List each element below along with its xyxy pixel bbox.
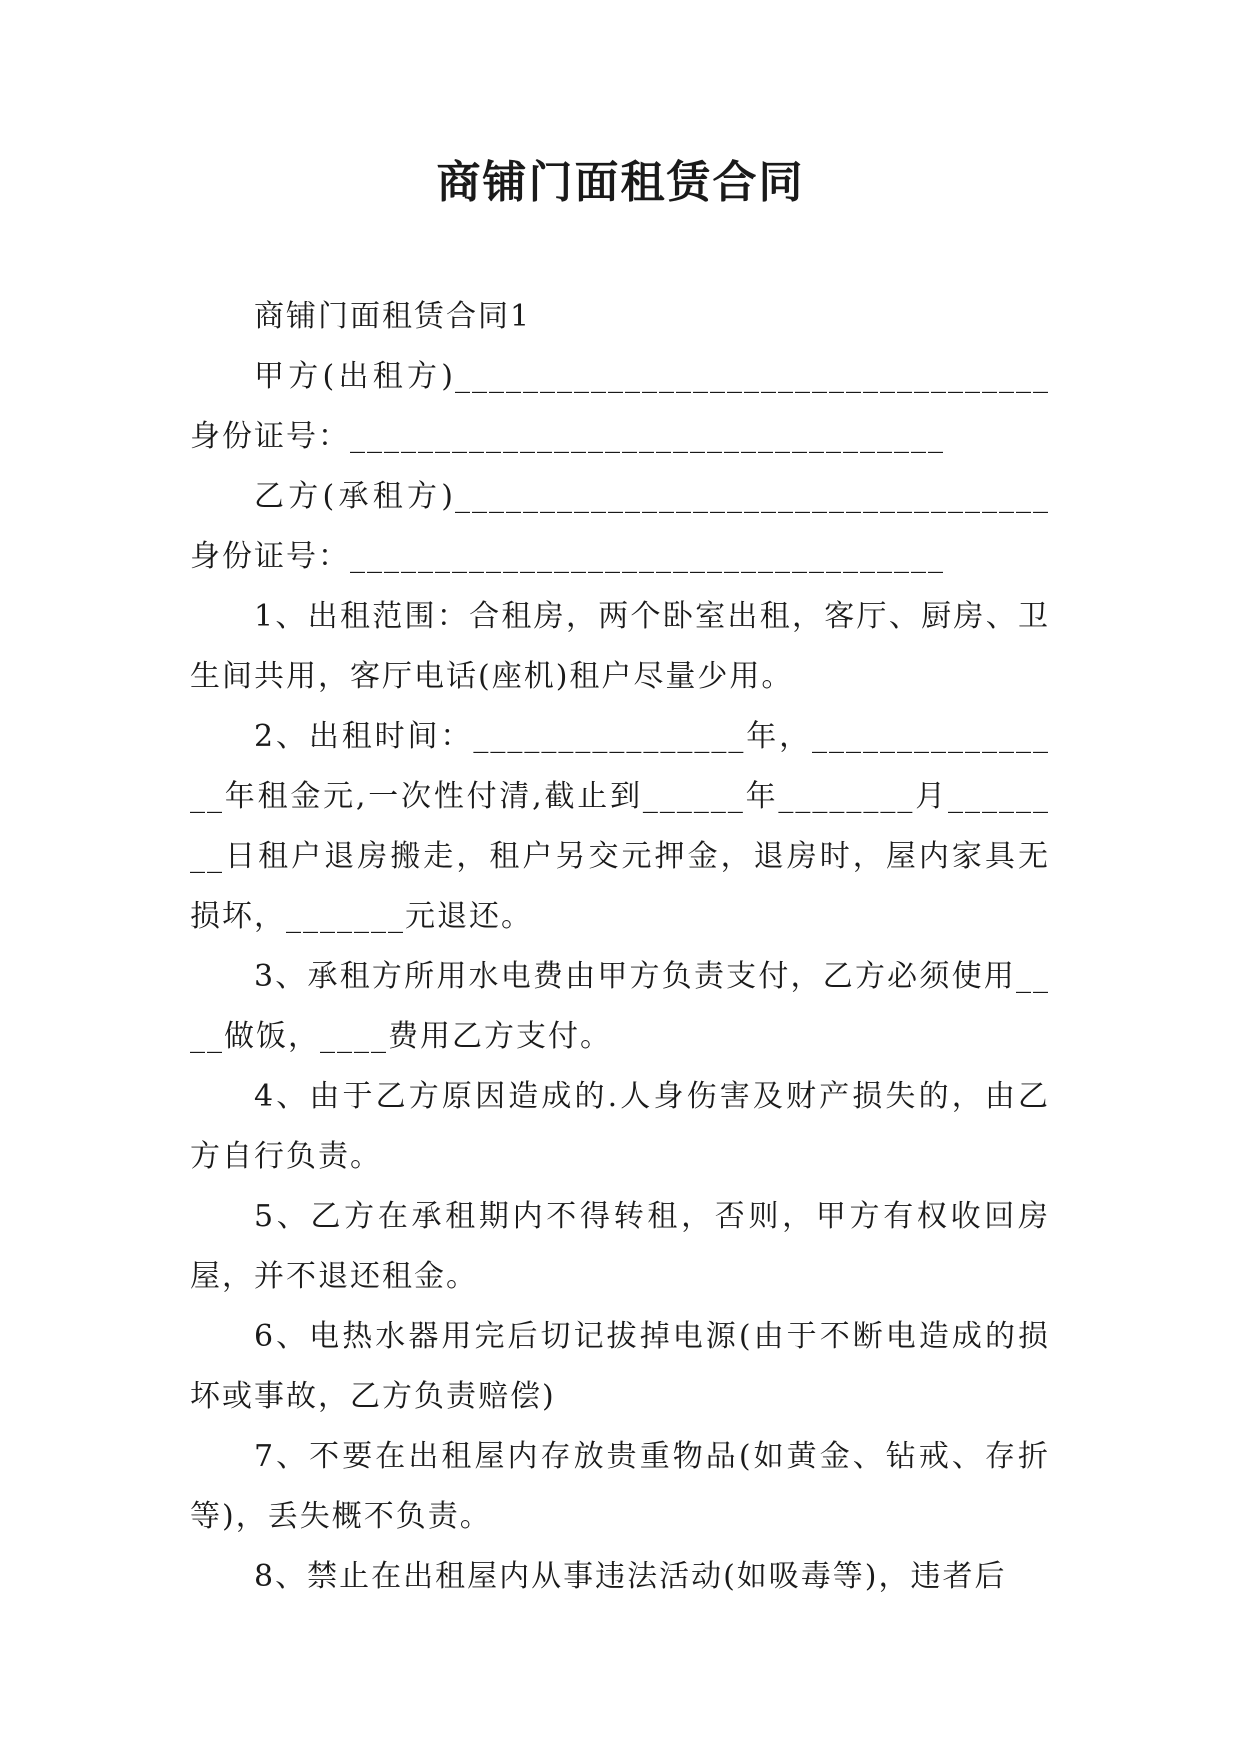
clause-3: 3、承租方所用水电费由甲方负责支付，乙方必须使用____做饭，____费用乙方支付。 (190, 959, 1050, 1054)
party-a-line: 甲方(出租方)___________________________________身份证号：___________________________________ (190, 359, 1050, 454)
clause-2: 2、出租时间：________________年，________________年租金元,一次性付清,截止到______年________月________日租户退房搬走，租户另交元押金，退房时，屋内家具无损坏，_______元退还。 (190, 719, 1050, 934)
contract-subtitle: 商铺门面租赁合同1 (254, 299, 532, 334)
document-title: 商铺门面租赁合同 (436, 157, 805, 208)
clause-7: 7、不要在出租屋内存放贵重物品(如黄金、钻戒、存折等)，丢失概不负责。 (190, 1439, 1050, 1534)
clause-8: 8、禁止在出租屋内从事违法活动(如吸毒等)，违者后 (254, 1559, 1007, 1594)
clause-1: 1、出租范围：合租房，两个卧室出租，客厅、厨房、卫生间共用，客厅电话(座机)租户尽量少用。 (190, 599, 1050, 694)
clause-4: 4、由于乙方原因造成的.人身伤害及财产损失的，由乙方自行负责。 (190, 1079, 1050, 1174)
document-body (190, 287, 1050, 1607)
party-b-line: 乙方(承租方)___________________________________身份证号：___________________________________ (190, 479, 1050, 574)
clause-6: 6、电热水器用完后切记拔掉电源(由于不断电造成的损坏或事故，乙方负责赔偿) (190, 1319, 1050, 1414)
clause-5: 5、乙方在承租期内不得转租，否则，甲方有权收回房屋，并不退还租金。 (190, 1199, 1050, 1294)
